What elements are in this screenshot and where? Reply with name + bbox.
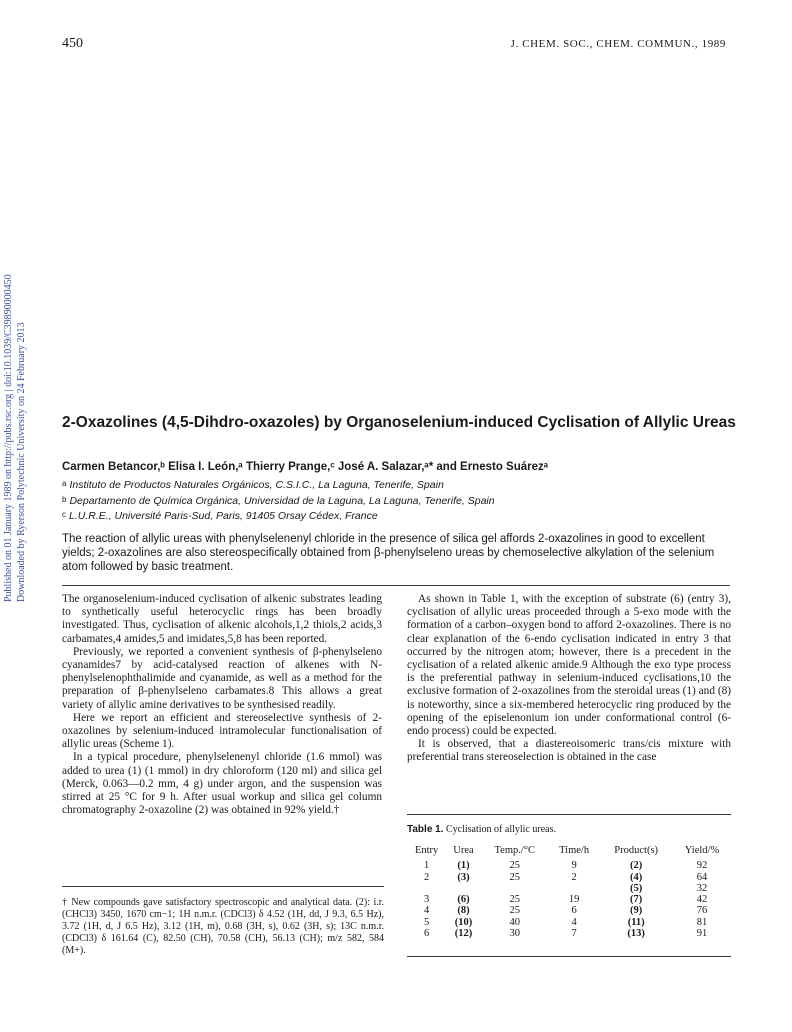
table-cell: 2 (571, 871, 577, 883)
table-bottom-rule (407, 956, 731, 957)
col-header: Temp./°C (494, 845, 535, 856)
affiliation-item (62, 493, 495, 509)
table-cell (549, 883, 599, 894)
table-cell: 7 (571, 928, 577, 940)
table-row (407, 894, 731, 905)
table-cell: (11) (627, 916, 645, 928)
table-cell: 64 (696, 871, 708, 883)
affiliation-mark: a (62, 479, 67, 488)
footnote-text: † New compounds gave satisfactory spectroscopic and analytical data. (2): i.r. (CHCl3) 3450, 1670 cm−1; 1H n.m.r. (CDCl3) δ 4.52 (1H, dd, J 9.3, 6.5 Hz), 3.72 (1H, d, J 6.5 Hz), 3.12 (1H, m), 0.68 (3H, s), 0.62 (3H, s); 13C n.m.r. (CDCl3) δ 161.64 (C), 82.50 (CH), 70.58 (CH), 56.13 (CH); m/z 582, 584 (M+). (62, 897, 384, 956)
affiliation-text: Instituto de Productos Naturales Orgánicos, C.S.I.C., La Laguna, Tenerife, Spain (69, 479, 444, 491)
col-header: Product(s) (614, 845, 659, 856)
table-cell: (1) (457, 860, 470, 872)
table-row (407, 905, 731, 916)
footnote-divider (62, 886, 384, 887)
table-row (407, 928, 731, 939)
table-cell: 5 (424, 916, 430, 928)
table-cell: 92 (696, 860, 708, 872)
table-cell: (6) (457, 894, 470, 906)
table-cell: 76 (696, 905, 708, 917)
table-cell (446, 883, 480, 894)
download-stamp (2, 22, 38, 602)
page-number: 450 (62, 36, 83, 51)
affiliation-item (62, 508, 495, 524)
affiliation-item (62, 477, 495, 493)
affiliation-text: L.U.R.E., Université Paris-Sud, Paris, 91405 Orsay Cédex, France (69, 510, 378, 522)
body-paragraph: As shown in Table 1, with the exception of substrate (6) (entry 3), cyclisation of allylic ureas proceeded through a 5-exo mode with the formation of a carbon–oxygen bond to afford 2-oxazolines. There is no clear explanation of the 6-endo cyclisation indicated in entry 3 that occurred by the nitrogen atom; however, there is a precedent in the cyclisation of a related alkenic amide.9 Although the exo type process is the preferential pathway in selenium-induced cyclisations,10 the exclusive formation of 2-oxazolines from the steroidal ureas (1) and (8) is noteworthy, since a six-membered heterocyclic ring produced by the opening of the episelenonium ion under conformational control (6-endo process) could be expected. (407, 593, 731, 738)
table-cell: 30 (509, 928, 520, 940)
col-header: Urea (453, 845, 474, 856)
table-cell: (2) (630, 860, 643, 872)
affiliation-mark: b (62, 494, 67, 504)
table-cell: 40 (509, 916, 520, 928)
table-cell: (3) (457, 871, 470, 883)
table-row (407, 917, 731, 928)
footnote (62, 897, 384, 957)
table-cell: 91 (696, 928, 708, 940)
table-cell: 6 (571, 905, 577, 917)
table-cell: 9 (571, 860, 577, 872)
table-top-rule (407, 814, 731, 815)
table-cell: (4) (630, 871, 643, 883)
body-paragraph: In a typical procedure, phenylselenenyl chloride (1.6 mmol) was added to urea (1) (1 mmol) in dry chloroform (120 ml) and silica gel (Merck, 0.063—0.2 mm, 4 g) under argon, and the suspension was stirred at 25 °C for 9 h. After usual workup and silica gel column chromatography 2-oxazoline (2) was obtained in 92% yield.† (62, 751, 382, 817)
table-caption-text: Cyclisation of allylic ureas. (446, 824, 556, 835)
table-header-row (407, 845, 731, 860)
table-cell: 81 (696, 916, 708, 928)
publication-line[interactable]: Published on 01 January 1989 on http://pubs.rsc.org | doi:10.1039/C39890000450 (3, 274, 14, 602)
table-cell (407, 883, 446, 894)
table-cell: 25 (509, 860, 520, 872)
table-cell: 19 (568, 894, 580, 906)
table-label: Table 1. (407, 824, 444, 835)
col-header: Yield/% (684, 845, 720, 856)
affiliation-mark: c (62, 510, 66, 519)
right-column (407, 593, 731, 765)
affiliation-list (62, 477, 495, 524)
article-title: 2-Oxazolines (4,5-Dihdro-oxazoles) by Organoselenium-induced Cyclisation of Allylic Ureas (62, 414, 736, 431)
table-cell: (7) (630, 894, 643, 906)
table-cell: (5) (630, 882, 643, 894)
table-cell: 2 (424, 871, 430, 883)
table-row (407, 860, 731, 871)
table-cell: (8) (457, 905, 470, 917)
table-cell: 32 (696, 882, 708, 894)
table-cell: 42 (696, 894, 708, 906)
table-cell: 25 (509, 905, 520, 917)
body-paragraph: Here we report an efficient and stereoselective synthesis of 2-oxazolines by selenium-induced intramolecular functionalisation of allylic ureas (Scheme 1). (62, 711, 382, 751)
author-list: Carmen Betancor,ᵇ Elisa I. León,ᵃ Thierry Prange,ᶜ José A. Salazar,ᵃ* and Ernesto Suárezᵃ (62, 461, 549, 473)
table-caption (407, 824, 556, 835)
table-cell: 25 (509, 871, 520, 883)
table-cell: 4 (424, 905, 430, 917)
body-paragraph: It is observed, that a diastereoisomeric trans/cis mixture with preferential trans stereoselection is obtained in the case (407, 738, 731, 764)
affiliation-text: Departamento de Química Orgánica, Universidad de la Laguna, La Laguna, Tenerife, Spain (69, 494, 495, 507)
table-cell: (9) (630, 905, 643, 917)
left-column (62, 593, 382, 817)
table-cell: 1 (424, 860, 430, 872)
cyclisation-table (407, 845, 731, 939)
table-row (407, 883, 731, 894)
table-cell (481, 883, 549, 894)
abstract: The reaction of allylic ureas with phenylselenenyl chloride in the presence of silica gel affords 2-oxazolines in good to excellent yields; 2-oxazolines are also stereospecifically obtained from β-phenylseleno ureas by chemoselective alkylation of the selenium atom followed by basic treatment. (62, 533, 715, 573)
table-cell: 3 (424, 894, 430, 906)
col-header: Entry (414, 845, 439, 856)
table-cell: (12) (454, 928, 473, 940)
download-line: Downloaded by Ryerson Polytechnic University on 24 February 2013 (16, 322, 27, 602)
journal-running-head: J. CHEM. SOC., CHEM. COMMUN., 1989 (510, 38, 726, 50)
body-paragraph: Previously, we reported a convenient synthesis of β-phenylseleno cyanamides7 by acid-catalysed reaction of alkenes with N-phenylselenophthalimide and cyanamide, as well as a method for the preparation of β-phenylseleno carbamates.8 This allows a great variety of allylic amine derivatives to be synthesised readily. (62, 645, 382, 711)
table-cell: (10) (454, 916, 473, 928)
table-cell: 6 (424, 928, 430, 940)
table-cell: 4 (571, 916, 577, 928)
table-cell: (13) (627, 928, 645, 940)
col-header: Time/h (559, 845, 590, 856)
body-paragraph: The organoselenium-induced cyclisation of alkenic substrates leading to synthetically useful heterocyclic rings has been broadly investigated. Thus, cyclisation of alkenic alcohols,1,2 thiols,2 acids,3 carbamates,4 amides,5 and imidates,5,8 has been reported. (62, 593, 382, 645)
table-cell: 25 (509, 894, 520, 906)
abstract-divider (62, 585, 730, 586)
table-row (407, 872, 731, 883)
